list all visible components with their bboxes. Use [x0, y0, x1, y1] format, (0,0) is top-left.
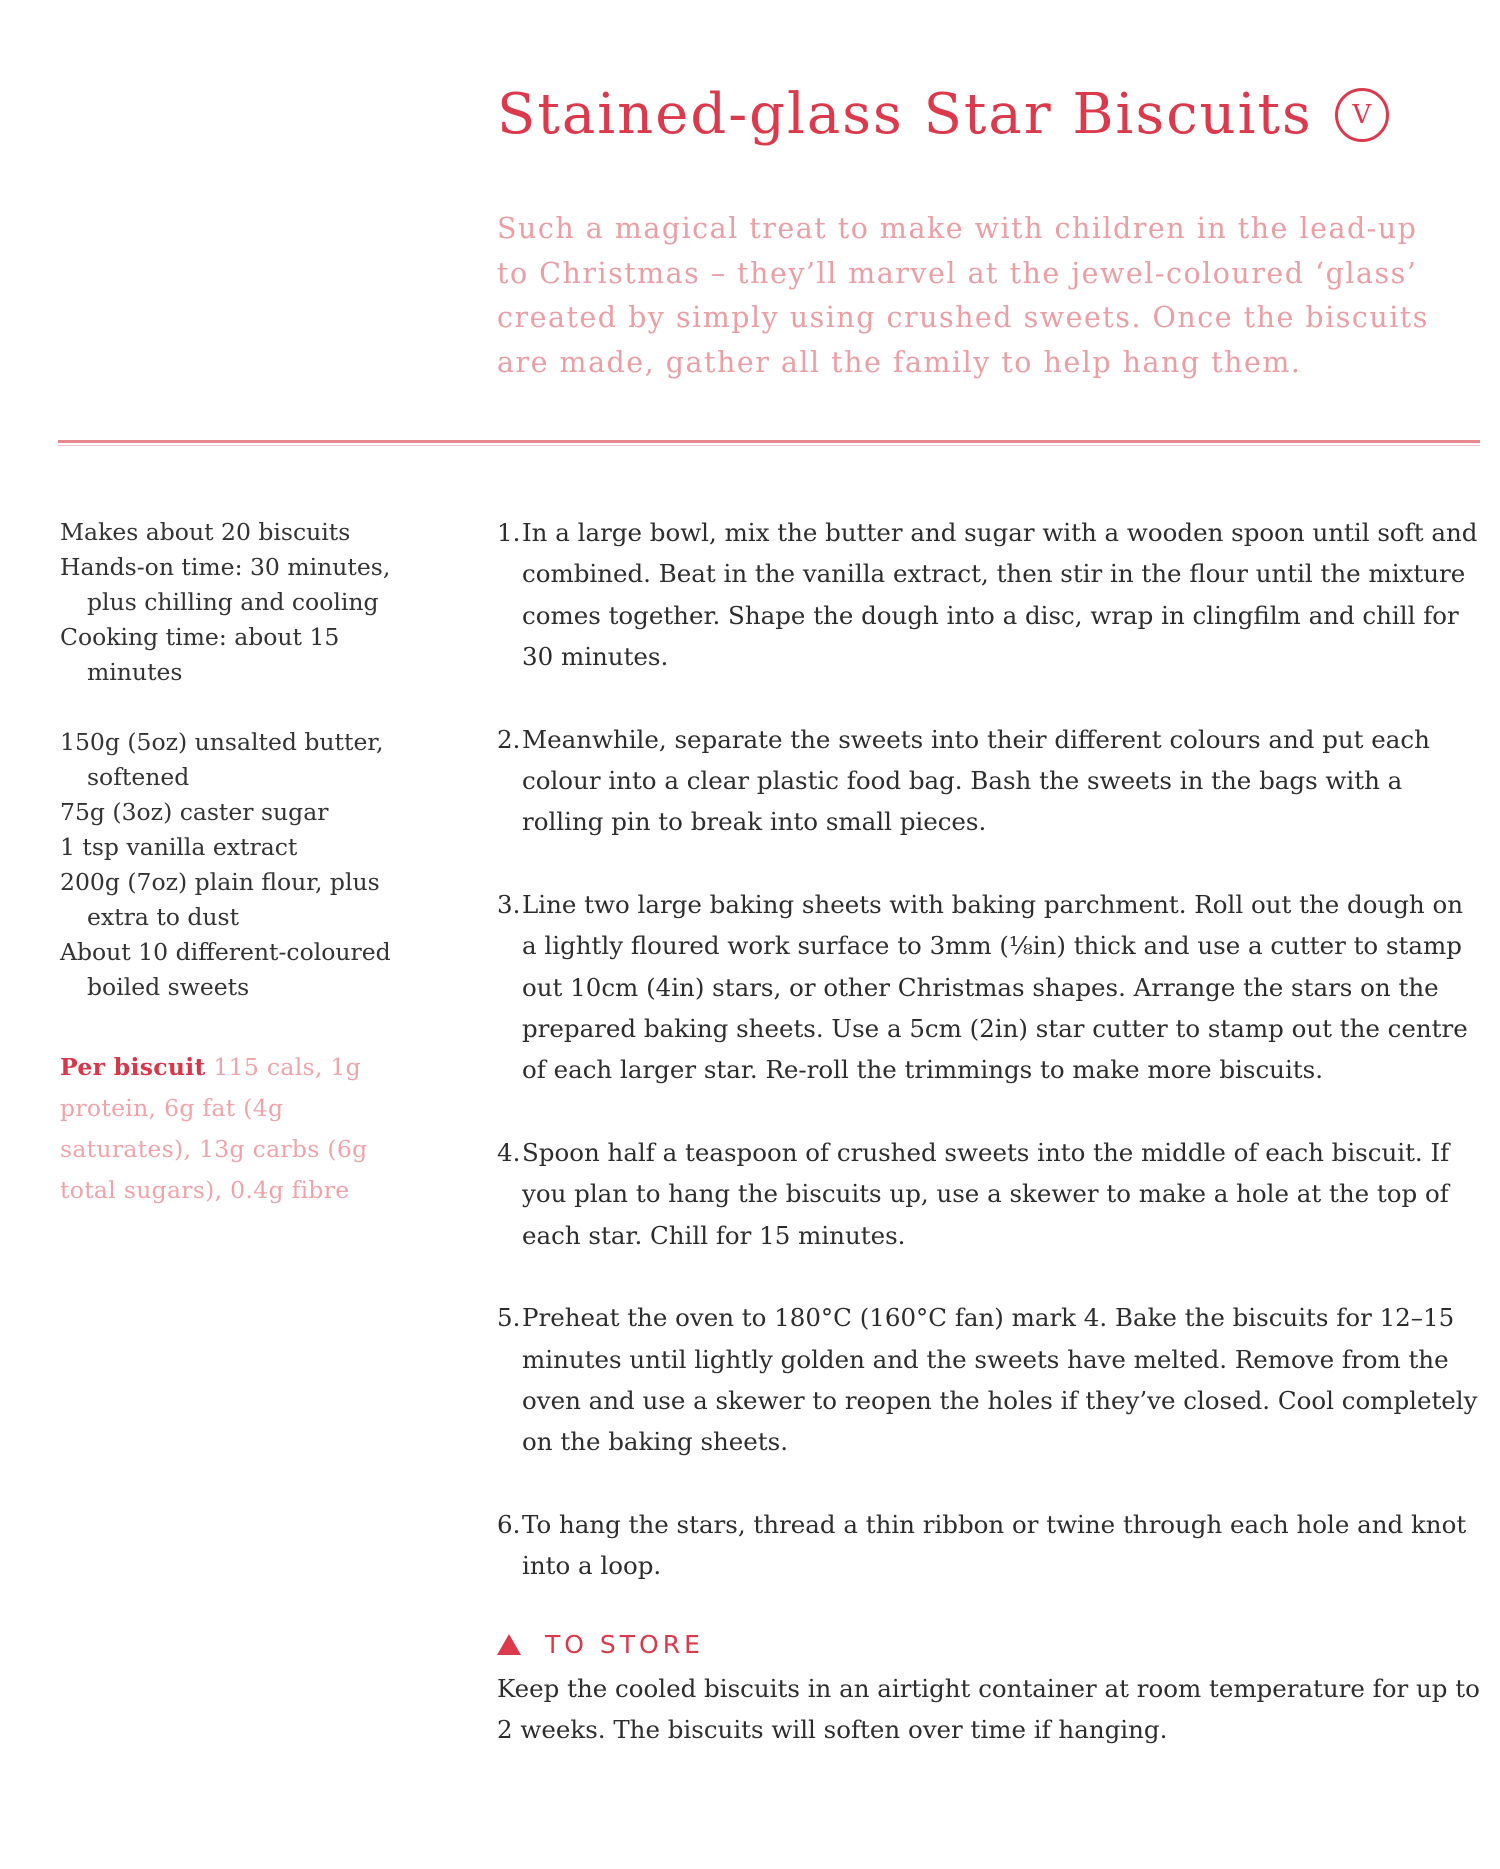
ingredient: 200g (7oz) plain flour, plus extra to dust	[60, 868, 380, 931]
method-step	[497, 1504, 1482, 1587]
step-text: Preheat the oven to 180°C (160°C fan) mark 4. Bake the biscuits for 12–15 minutes until lightly golden and the sweets have melted. Remove from the oven and use a skewer to reopen the holes if they’ve closed. Cool completely on the baking sheets.	[522, 1303, 1478, 1457]
step-number: 4.	[497, 1138, 521, 1168]
recipe-info	[60, 515, 420, 690]
vegetarian-badge: V	[1335, 88, 1389, 142]
step-text: Line two large baking sheets with baking parchment. Roll out the dough on a lightly floured work surface to 3mm (⅛in) thick and use a cutter to stamp out 10cm (4in) stars, or other Christmas shapes. Arrange the stars on the prepared baking sheets. Use a 5cm (2in) star cutter to stamp out the centre of each larger star. Re-roll the trimmings to make more biscuits.	[522, 890, 1468, 1085]
step-text: Meanwhile, separate the sweets into their different colours and put each colour into a clear plastic food bag. Bash the sweets in the bags with a rolling pin to break into small pieces.	[522, 724, 1430, 837]
ingredient: 150g (5oz) unsalted butter, softened	[60, 728, 384, 791]
title-row	[497, 82, 1389, 147]
step-number: 3.	[497, 890, 521, 920]
method-step	[497, 512, 1482, 677]
nutrition-values: 115 cals, 1g protein, 6g fat (4g saturates), 13g carbs (6g total sugars), 0.4g fibre	[60, 1053, 368, 1204]
method-step	[497, 884, 1482, 1090]
divider	[58, 440, 1480, 443]
ingredients-list	[60, 725, 420, 1005]
yield: Makes about 20 biscuits	[60, 518, 351, 546]
triangle-icon	[497, 1634, 521, 1655]
store-heading: TO STORE	[545, 1629, 704, 1659]
step-text: Spoon half a teaspoon of crushed sweets into the middle of each biscuit. If you plan to hang the biscuits up, use a skewer to make a hole at the top of each star. Chill for 15 minutes.	[522, 1138, 1450, 1250]
nutrition-label: Per biscuit	[60, 1053, 206, 1081]
store-section	[497, 1624, 1482, 1751]
step-number: 6.	[497, 1510, 521, 1540]
hands-on-time: Hands-on time: 30 minutes, plus chilling and cooling	[60, 553, 391, 616]
intro-text: Such a magical treat to make with children in the lead-up to Christmas – they’ll marvel at the jewel-coloured ‘glass’ created by simply using crushed sweets. Once the biscuits are made, gather all the family to help hang them.	[497, 212, 1429, 379]
step-number: 1.	[497, 518, 521, 547]
ingredient: About 10 different-coloured boiled sweets	[60, 938, 391, 1001]
nutrition-info	[60, 1047, 420, 1211]
step-number: 2.	[497, 724, 521, 754]
step-text: In a large bowl, mix the butter and sugar with a wooden spoon until soft and combined. Beat in the vanilla extract, then stir in the flour until the mixture comes together. Shape the dough into a disc, wrap in clingfilm and chill for 30 minutes.	[522, 518, 1478, 671]
method-step	[497, 1297, 1482, 1462]
step-text: To hang the stars, thread a thin ribbon or twine through each hole and knot into a loop.	[522, 1510, 1467, 1581]
store-heading-row	[497, 1624, 1482, 1664]
method-step	[497, 1132, 1482, 1256]
ingredient: 1 tsp vanilla extract	[60, 833, 298, 861]
ingredient: 75g (3oz) caster sugar	[60, 798, 329, 826]
store-text: Keep the cooled biscuits in an airtight container at room temperature for up to 2 weeks. The biscuits will soften over time if hanging.	[497, 1674, 1480, 1745]
page-title: Stained-glass Star Biscuits	[497, 82, 1313, 147]
sidebar	[60, 515, 420, 1235]
method	[497, 512, 1482, 1628]
step-number: 5.	[497, 1303, 521, 1333]
method-step	[497, 719, 1482, 843]
cooking-time: Cooking time: about 15 minutes	[60, 623, 340, 686]
